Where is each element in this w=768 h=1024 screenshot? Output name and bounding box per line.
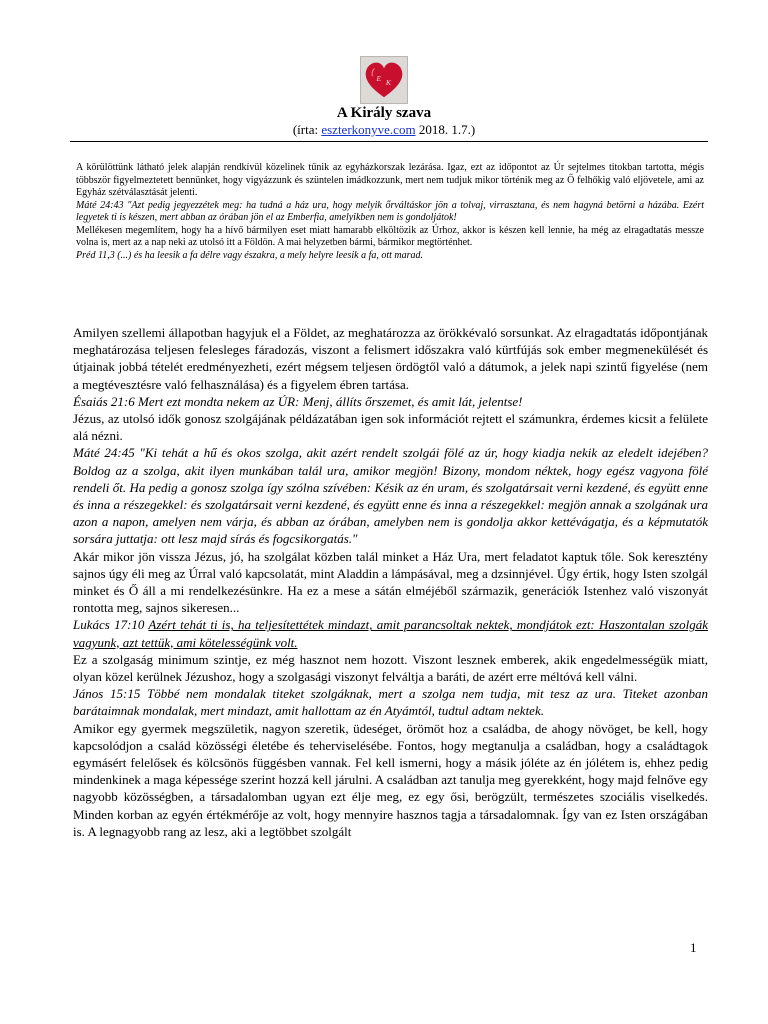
- scripture-quote: Máté 24:45 "Ki tehát a hű és okos szolga, akit azért rendelt szolgái fölé az úr, hogy kiadja nekik az eledelt idejében? Boldog az a szolga, akit ilyen munkában talál ura, amikor megjön! Bizony, mondom néktek, hogy egész vagyona fölé rendeli őt. Ha pedig a gonosz szolga így szólna szívében: Késik az én uram, és szolgatársait verni kezdené, és együtt enne és inna a részegekkel: és szolgatársait verni kezdené, és együtt enne és inna a részegekkel: megjön annak a szolgának ura azon a napon, amelyen nem várja, és abban az órában, amelyben nem is gondolja akkor kettévágatja, és a képmutatók sorsára juttatja: ott lesz majd sírás és fogcsikorgatás.": [73, 445, 708, 547]
- logo-letter-e: E: [376, 73, 382, 83]
- body-paragraph: Amikor egy gyermek megszületik, nagyon szeretik, üdeséget, örömöt hoz a családba, de ahogy növöget, be kell, hogy kapcsolódjon a család közösségi életébe és teherviselésébe. Fontos, hogy megtanulja a családban, hogy a családtagok egymásért felelősek és kölcsönös függésben vannak. Fel kell ismerni, hogy a másik jóléte az én jólétem is, ehhez pedig mindenkinek a maga képessége szerint hozzá kell járulni. A családban azt tanulja meg gyerekként, hogy majd felnőve egy nagyobb közösségben, a társadalomban ugyan ezt élje meg, ez egy ősi, berögzült, természetes szociális viselkedés. Minden korban az egyén értékmérője az volt, hogy mennyire hasznos tagja a társadalomnak. Így van ez Isten országában is. A legnagyobb rang az lesz, aki a legtöbbet szolgált: [73, 720, 708, 839]
- page-subtitle: [0, 122, 768, 138]
- intro-quote: Máté 24:43 "Azt pedig jegyezzétek meg: ha tudná a ház ura, hogy melyik őrváltáskor jön a tolvaj, virrasztana, és nem hagyná betörni a házába. Ezért legyetek ti is készen, mert abban az órában jön el az Emberfia, amelyikben nem is gondoljátok!: [76, 199, 704, 223]
- heart-icon: [361, 57, 407, 103]
- article-body: [73, 324, 708, 840]
- scripture-quote: Ésaiás 21:6 Mert ezt mondta nekem az ÚR: Menj, állíts őrszemet, és amit lát, jelentse!: [73, 393, 523, 409]
- logo-letter-k: K: [385, 77, 392, 87]
- page-number: 1: [690, 940, 697, 955]
- body-paragraph: Amilyen szellemi állapotban hagyjuk el a Földet, az meghatározza az örökkévaló sorsunkat. Az elragadtatás időpontjának meghatározása teljesen felesleges fáradozás, viszont a felismert időszakra való kürtfújás sok ember megmenekülését és útjainak jobbá tételét eredményezheti, ezért mégsem teljesen ördögtől való a dátumok, a jelek napi szintű figyelése (nem a megtévesztésre való felhasználása) és a figyelem ébren tartása.: [73, 325, 708, 392]
- author-link[interactable]: eszterkonyve.com: [321, 122, 416, 137]
- intro-quote: Préd 11,3 (...) és ha leesik a fa délre vagy északra, a mely helyre leesik a fa, ott marad.: [76, 249, 424, 261]
- header-divider: [70, 141, 708, 142]
- intro-box: [76, 162, 704, 262]
- intro-paragraph: A körülöttünk látható jelek alapján rendkívül közelinek tűnik az egyházkorszak lezárása. Igaz, ezt az időpontot az Úr sejtelmes titokban tartotta, mégis többször figyelmeztetett bennünket, hogy vigyázzunk és szüntelen imádkozzunk, mert nem tudjuk mikor történik meg az Ő felhőkig való eljövetele, ami az Egyház szétválasztását jelenti.: [76, 162, 704, 198]
- logo-heart-image: [360, 56, 408, 104]
- body-paragraph: Ez a szolgaság minimum szintje, ez még hasznot nem hozott. Viszont lesznek emberek, akik engedelmességük miatt, olyan közel kerülnek Jézushoz, hogy a szolgasági viszonyt felváltja a baráti, de azért erre méltóvá kell válni.: [73, 651, 708, 685]
- body-paragraph: Jézus, az utolsó idők gonosz szolgájának példázatában igen sok információt rejtett el számunkra, érdemes kicsit a felülete alá nézni.: [73, 411, 708, 444]
- page-title: A Király szava: [336, 105, 432, 121]
- subtitle-suffix: 2018. 1.7.): [415, 122, 476, 137]
- intro-paragraph: Mellékesen megemlítem, hogy ha a hívő bármilyen eset miatt hamarabb elköltözik az Úrhoz, akkor is készen kell lennie, ha még az elragadtatás messze volna is, mert az a nap neki az utolsó itt a Földön. A mai helyzetben bármi, bármikor megtörténhet.: [76, 224, 704, 248]
- scripture-quote-lukacs: [73, 616, 708, 650]
- subtitle-prefix: (írta:: [292, 122, 322, 137]
- scripture-quote: János 15:15 Többé nem mondalak titeket szolgáknak, mert a szolga nem tudja, mit tesz az ura. Titeket azonban barátaimnak mondalak, mert mindazt, amit hallottam az én Atyámtól, tudtul adtam nektek.: [73, 686, 708, 719]
- scripture-underlined-text: Azért tehát ti is, ha teljesítettétek mindazt, amit parancsoltak nektek, mondjátok ezt: Haszontalan szolgák vagyunk, azt tettük, ami kötelességünk volt.: [73, 617, 708, 650]
- body-paragraph: Akár mikor jön vissza Jézus, jó, ha szolgálat közben talál minket a Ház Ura, mert feladatot kaptuk tőle. Sok keresztény sajnos úgy éli meg az Úrral való kapcsolatát, mint Aladdin a lámpásával, meg a dzsinnjével. Úgy értik, hogy Isten szolgál minket és Ő áll a mi rendelkezésünkre. Ha ez a mese a sátán elméjéből származik, generációk Istenhez való viszonyát rontotta meg, sajnos sikeresen...: [73, 548, 708, 616]
- scripture-ref: Lukács 17:10: [73, 617, 149, 633]
